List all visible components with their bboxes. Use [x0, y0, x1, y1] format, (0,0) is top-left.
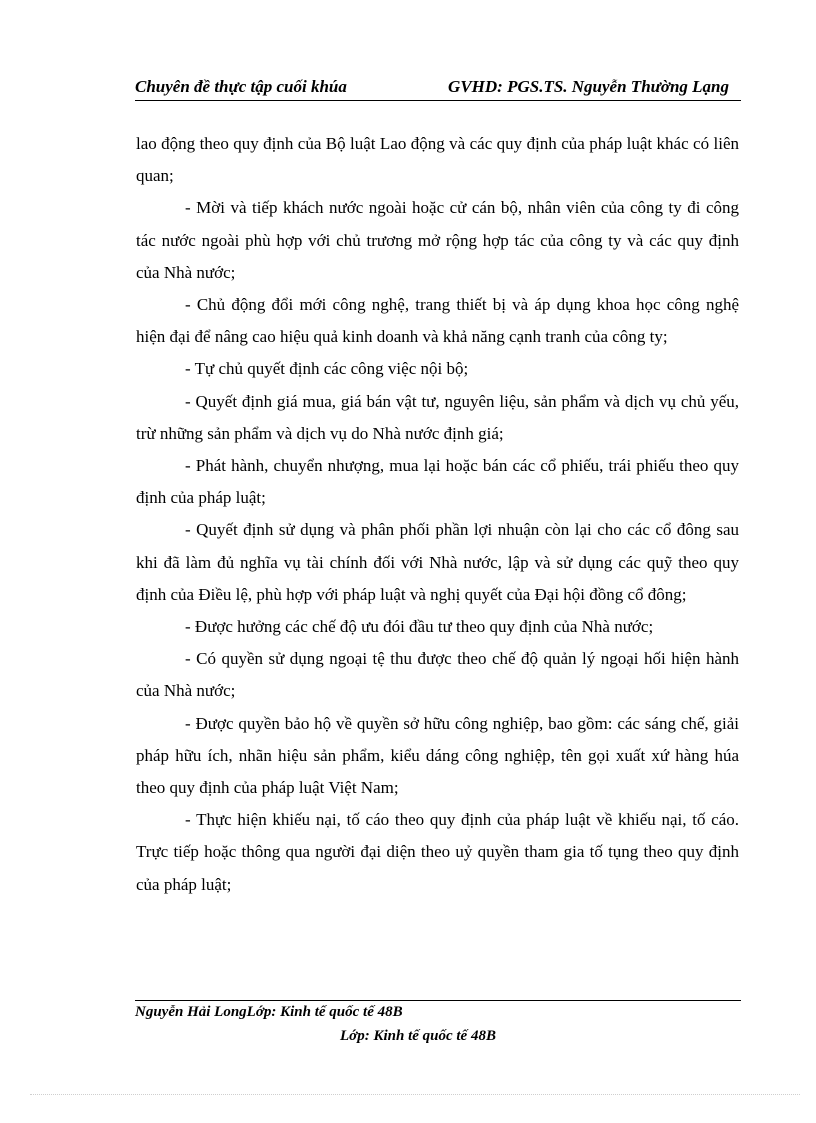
paragraph-item: - Thực hiện khiếu nại, tố cáo theo quy định của pháp luật về khiếu nại, tố cáo. Trực tiếp hoặc thông qua người đại diện theo uỷ quyền tham gia tố tụng theo quy định của pháp luật;: [136, 810, 739, 894]
header-course-title: Chuyên đề thực tập cuối khúa: [135, 77, 347, 96]
footer-class: Lớp: Kinh tế quốc tế 48B: [340, 1028, 496, 1044]
header-supervisor: GVHD: PGS.TS. Nguyễn Thường Lạng: [448, 77, 729, 96]
paragraph-item: - Quyết định giá mua, giá bán vật tư, nguyên liệu, sản phẩm và dịch vụ chủ yếu, trừ những sản phẩm và dịch vụ do Nhà nước định giá;: [136, 391, 739, 443]
paragraph-item: - Tự chủ quyết định các công việc nội bộ;: [185, 359, 469, 379]
header-divider: [135, 100, 741, 101]
page-bottom-border: [30, 1094, 800, 1095]
paragraph-item: - Được quyền bảo hộ về quyền sở hữu công nghiệp, bao gồm: các sáng chế, giải pháp hữu ích, nhãn hiệu sản phẩm, kiểu dáng công nghiệp, tên gọi xuất xứ hàng húa theo quy định của pháp luật Việt Nam;: [136, 713, 739, 798]
paragraph-item: - Được hưởng các chế độ ưu đói đầu tư theo quy định của Nhà nước;: [185, 617, 654, 637]
paragraph-item: - Mời và tiếp khách nước ngoài hoặc cử cán bộ, nhân viên của công ty đi công tác nước ngoài phù hợp với chủ trương mở rộng hợp tác của công ty và các quy định của Nhà nước;: [136, 198, 739, 282]
document-body: [136, 128, 739, 901]
paragraph-item: - Phát hành, chuyển nhượng, mua lại hoặc bán các cổ phiếu, trái phiếu theo quy định của pháp luật;: [136, 456, 739, 508]
paragraph-continuation: lao động theo quy định của Bộ luật Lao động và các quy định của pháp luật khác có liên quan;: [136, 134, 739, 186]
page-header: [135, 73, 741, 99]
footer-author: Nguyễn Hải LongLớp: Kinh tế quốc tế 48B: [135, 1004, 403, 1020]
paragraph-item: - Có quyền sử dụng ngoại tệ thu được theo chế độ quản lý ngoại hối hiện hành của Nhà nước;: [136, 649, 739, 701]
paragraph-item: - Quyết định sử dụng và phân phối phần lợi nhuận còn lại cho các cổ đông sau khi đã làm đủ nghĩa vụ tài chính đối với Nhà nước, lập và sử dụng các quỹ theo quy định của Điều lệ, phù hợp với pháp luật và nghị quyết của Đại hội đồng cổ đông;: [136, 520, 739, 604]
footer-divider: [135, 1000, 741, 1001]
paragraph-item: - Chủ động đổi mới công nghệ, trang thiết bị và áp dụng khoa học công nghệ hiện đại để nâng cao hiệu quả kinh doanh và khả năng cạnh tranh của công ty;: [136, 295, 739, 347]
